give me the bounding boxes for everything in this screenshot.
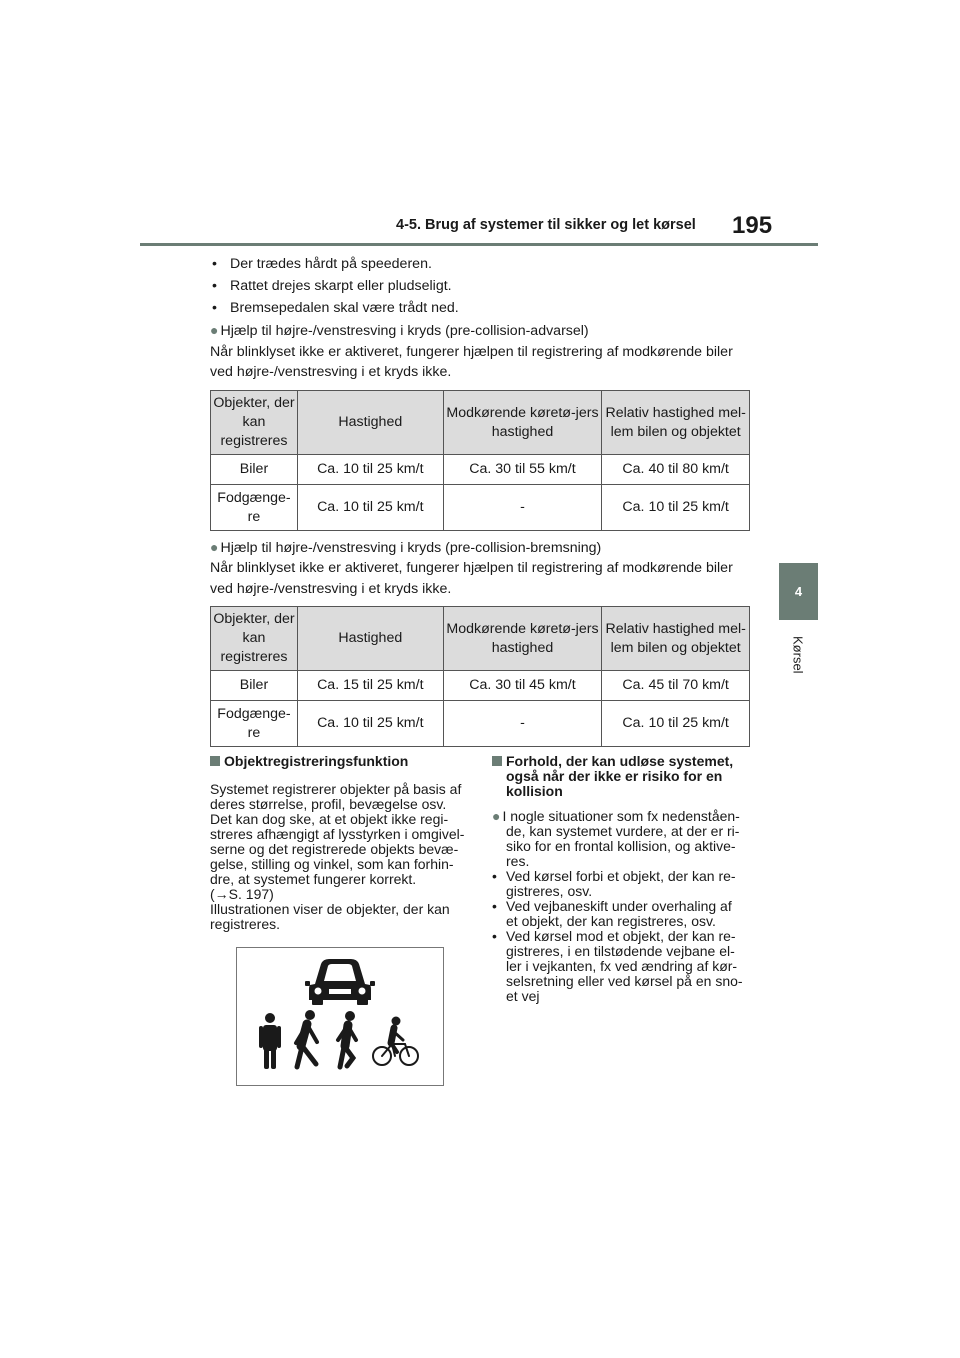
- table-cell: Ca. 40 til 80 km/t: [602, 455, 750, 485]
- left-line: registreres.: [210, 916, 281, 932]
- section1-body-1: Når blinklyset ikke er aktiveret, fungerer hjælpen til registrering af modkørende biler: [210, 344, 733, 360]
- circle-bullet-icon: ●: [210, 322, 219, 338]
- car-icon: [305, 959, 375, 1005]
- table-cell: Ca. 10 til 25 km/t: [297, 485, 443, 531]
- circle-bullet-icon: ●: [492, 808, 501, 824]
- table-header-cell: Hastighed: [297, 391, 443, 455]
- left-line: gelse, stilling og vinkel, som kan forhin-: [210, 856, 454, 872]
- right-bullet: gistreres, osv.: [506, 883, 593, 899]
- right-bullet: ler i vejkanten, fx ved ændring af kør-: [506, 958, 738, 974]
- table-cell: Ca. 10 til 25 km/t: [602, 701, 750, 747]
- table-header-cell: Modkørende køretø-jers hastighed: [443, 607, 602, 671]
- bullet-item: • Rattet drejes skarpt eller pludseligt.: [212, 278, 452, 294]
- table-cell: Ca. 30 til 45 km/t: [443, 671, 602, 701]
- left-line: dre, at systemet fungerer korrekt.: [210, 871, 417, 887]
- right-heading: Forhold, der kan udløse systemet,: [492, 754, 760, 769]
- right-intro: res.: [506, 853, 530, 869]
- detectable-objects-illustration: [236, 947, 444, 1086]
- right-bullet: selsretning eller ved kørsel på en sno-: [506, 973, 743, 989]
- table-cell: Ca. 10 til 25 km/t: [297, 701, 443, 747]
- section2-body-1: Når blinklyset ikke er aktiveret, fungerer hjælpen til registrering af modkørende biler: [210, 560, 733, 576]
- running-pedestrian-icon: [338, 1011, 356, 1067]
- walking-pedestrian-icon: [296, 1010, 317, 1067]
- table-row: [211, 701, 750, 747]
- left-line: serne og det registrerede objekts bevæ-: [210, 841, 459, 857]
- table-cell: -: [443, 485, 602, 531]
- table-cell: Fodgænge-re: [211, 701, 298, 747]
- square-bullet-icon: [210, 756, 220, 766]
- table-pre-collision-warning: [210, 390, 750, 531]
- left-line: (→S. 197): [210, 886, 274, 902]
- left-line: Det kan dog ske, at et objekt ikke regi-: [210, 811, 449, 827]
- bullet-item: • Der trædes hårdt på speederen.: [212, 256, 432, 272]
- right-heading: kollision: [506, 783, 563, 799]
- table-cell: Ca. 10 til 25 km/t: [297, 455, 443, 485]
- circle-bullet-icon: ●: [210, 539, 219, 555]
- table-cell: Ca. 45 til 70 km/t: [602, 671, 750, 701]
- table-header-cell: Relativ hastighed mel-lem bilen og objektet: [602, 391, 750, 455]
- header-rule: [140, 243, 818, 246]
- right-bullet: et vej: [506, 988, 540, 1004]
- table-header-cell: Objekter, der kan registreres: [211, 607, 298, 671]
- table-cell: Ca. 10 til 25 km/t: [602, 485, 750, 531]
- section-title: 4-5. Brug af systemer til sikker og let kørsel: [396, 217, 696, 233]
- left-line: streres afhængigt af lysstyrken i omgivel-: [210, 826, 465, 842]
- illustration-svg: [237, 948, 443, 1085]
- table-cell: Ca. 15 til 25 km/t: [297, 671, 443, 701]
- chapter-tab: 4: [779, 563, 818, 620]
- cyclist-icon: [373, 1017, 418, 1066]
- right-bullet: • Ved kørsel forbi et objekt, der kan re-: [492, 868, 736, 884]
- table-header-cell: Objekter, der kan registreres: [211, 391, 298, 455]
- right-bullet: et objekt, der kan registreres, osv.: [506, 913, 716, 929]
- left-line: Systemet registrerer objekter på basis af: [210, 781, 462, 797]
- left-column: [210, 754, 472, 932]
- left-line: Illustrationen viser de objekter, der kan: [210, 901, 450, 917]
- table-row: [211, 671, 750, 701]
- right-intro: de, kan systemet vurdere, at der er ri-: [506, 823, 740, 839]
- table-cell: Biler: [211, 671, 298, 701]
- page-number: 195: [732, 212, 773, 239]
- table-row: [211, 485, 750, 531]
- chapter-label: Kørsel: [790, 636, 806, 674]
- table-header-cell: Modkørende køretø-jers hastighed: [443, 391, 602, 455]
- bullet-item: • Bremsepedalen skal være trådt ned.: [212, 300, 459, 316]
- square-bullet-icon: [492, 756, 502, 766]
- section1-body-2: ved højre-/venstresving i et kryds ikke.: [210, 364, 452, 380]
- right-column: [492, 754, 760, 1004]
- table-cell: Biler: [211, 455, 298, 485]
- table-cell: Ca. 30 til 55 km/t: [443, 455, 602, 485]
- table-header-cell: Hastighed: [297, 607, 443, 671]
- right-intro: siko for en frontal kollision, og aktive-: [506, 838, 736, 854]
- table-pre-collision-braking: [210, 606, 750, 747]
- right-bullet: • Ved vejbaneskift under overhaling af: [492, 898, 732, 914]
- table-header-row: [211, 607, 750, 671]
- left-heading: Objektregistreringsfunktion: [210, 754, 472, 769]
- table-cell: -: [443, 701, 602, 747]
- standing-pedestrian-icon: [259, 1013, 281, 1069]
- section2-body-2: ved højre-/venstresving i et kryds ikke.: [210, 581, 452, 597]
- table-cell: Fodgænge-re: [211, 485, 298, 531]
- right-intro: ● I nogle situationer som fx nedenståen-: [492, 808, 740, 824]
- left-line: deres størrelse, profil, bevægelse osv.: [210, 796, 447, 812]
- section1-title: ● Hjælp til højre-/venstresving i kryds (pre-collision-advarsel): [210, 322, 589, 339]
- table-header-row: [211, 391, 750, 455]
- right-bullet: • Ved kørsel mod et objekt, der kan re-: [492, 928, 736, 944]
- table-header-cell: Relativ hastighed mel-lem bilen og objektet: [602, 607, 750, 671]
- section2-title: ● Hjælp til højre-/venstresving i kryds (pre-collision-bremsning): [210, 539, 602, 556]
- table-row: [211, 455, 750, 485]
- right-heading: også når der ikke er risiko for en: [506, 768, 723, 784]
- right-bullet: gistreres, i en tilstødende vejbane el-: [506, 943, 735, 959]
